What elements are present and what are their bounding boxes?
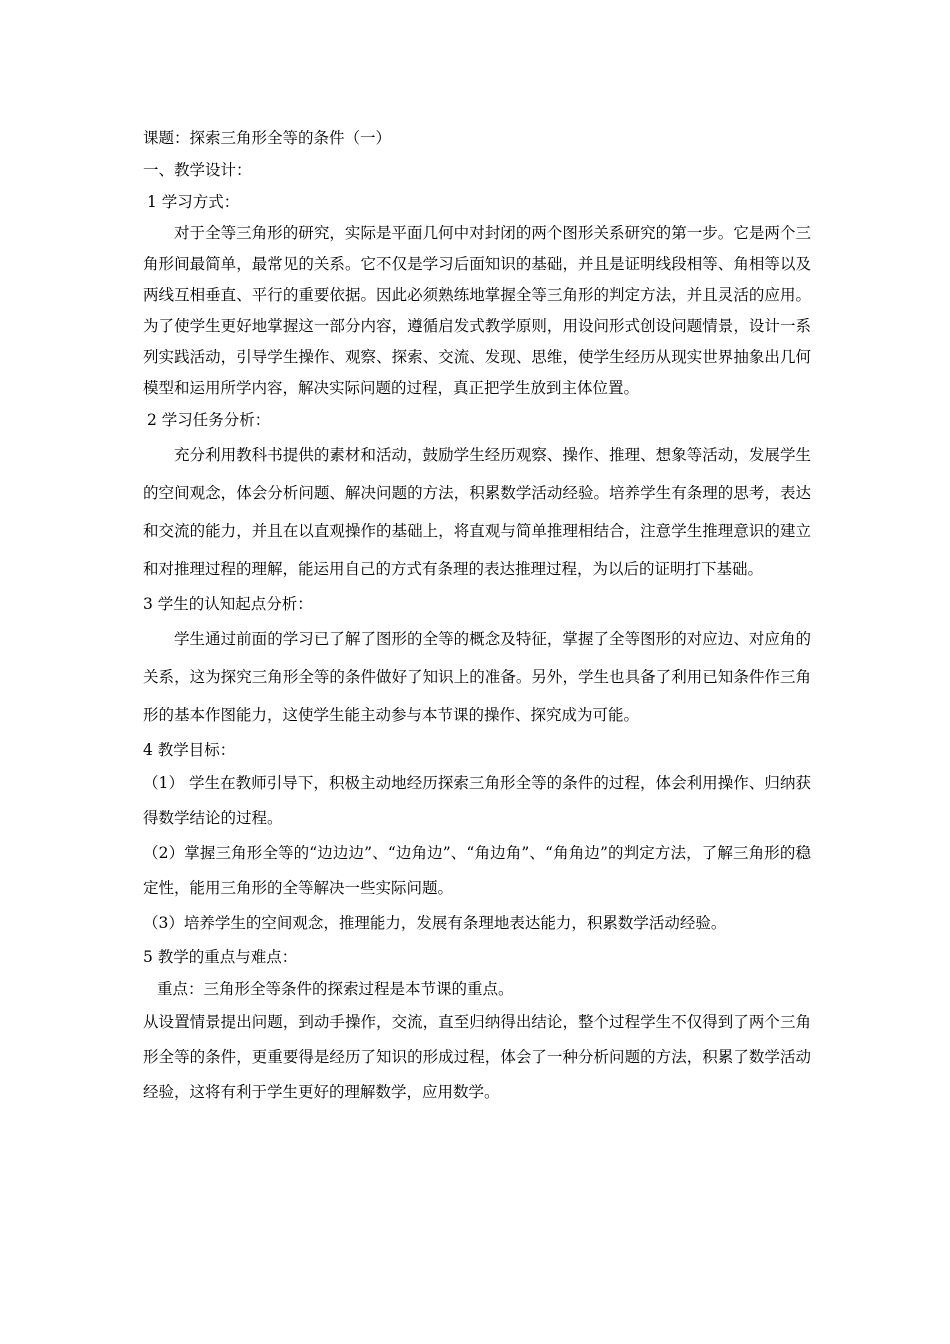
paragraph-key-point: 从设置情景提出问题，到动手操作，交流，直至归纳得出结论，整个过程学生不仅得到了两个三角形全等的条件，更重要得是经历了知识的形成过程，体会了一种分析问题的方法，积累了数学活动经验，这将有利于学生更好的理解数学，应用数学。 xyxy=(143,1013,811,1101)
goal-item-1: （1） 学生在教师引导下，积极主动地经历探索三角形全等的条件的过程，体会利用操作、归纳获得数学结论的过程。 xyxy=(143,774,811,827)
paragraph-cognitive-start: 学生通过前面的学习已了解了图形的全等的概念及特征，掌握了全等图形的对应边、对应角的关系，这为探究三角形全等的条件做好了知识上的准备。另外，学生也具备了利用已知条件作三角形的基本作图能力，这使学生能主动参与本节课的操作、探究成为可能。 xyxy=(143,630,811,724)
paragraph-task-analysis: 充分利用教科书提供的素材和活动，鼓励学生经历观察、操作、推理、想象等活动，发展学生的空间观念，体会分析问题、解决问题的方法，积累数学活动经验。培养学生有条理的思考，表达和交流的能力，并且在以直观操作的基础上，将直观与简单推理相结合，注意学生推理意识的建立和对推理过程的理解，能运用自己的方式有条理的表达推理过程，为以后的证明打下基础。 xyxy=(143,446,811,578)
section-heading-teaching-design: 一、教学设计： xyxy=(143,161,252,179)
paragraph-learning-method: 对于全等三角形的研究，实际是平面几何中对封闭的两个图形关系研究的第一步。它是两个三角形间最简单，最常见的关系。它不仅是学习后面知识的基础，并且是证明线段相等、角相等以及两线互相垂直、平行的重要依据。因此必须熟练地掌握全等三角形的判定方法，并且灵活的应用。为了使学生更好地掌握这一部分内容，遵循启发式教学原则，用设问形式创设问题情景，设计一系列实践活动，引导学生操作、观察、探索、交流、发现、思维，使学生经历从现实世界抽象出几何模型和运用所学内容，解决实际问题的过程，真正把学生放到主体位置。 xyxy=(143,224,811,397)
heading-key-difficult-points: 5 教学的重点与难点： xyxy=(143,948,298,966)
key-point-statement: 重点：三角形全等条件的探索过程是本节课的重点。 xyxy=(157,980,514,998)
document-body xyxy=(143,122,811,1110)
goal-item-2: （2）掌握三角形全等的“边边边”、“边角边”、“角边角”、“角角边”的判定方法，了解三角形的稳定性，能用三角形的全等解决一些实际问题。 xyxy=(143,844,811,897)
heading-task-analysis: 2 学习任务分析： xyxy=(147,411,271,429)
goal-item-3: （3）培养学生的空间观念，推理能力，发展有条理地表达能力，积累数学活动经验。 xyxy=(143,914,727,932)
heading-learning-method: 1 学习方式： xyxy=(147,193,240,211)
heading-teaching-goals: 4 教学目标： xyxy=(143,741,236,759)
heading-cognitive-start: 3 学生的认知起点分析： xyxy=(143,595,313,613)
lesson-title: 课题：探索三角形全等的条件（一） xyxy=(143,129,392,147)
